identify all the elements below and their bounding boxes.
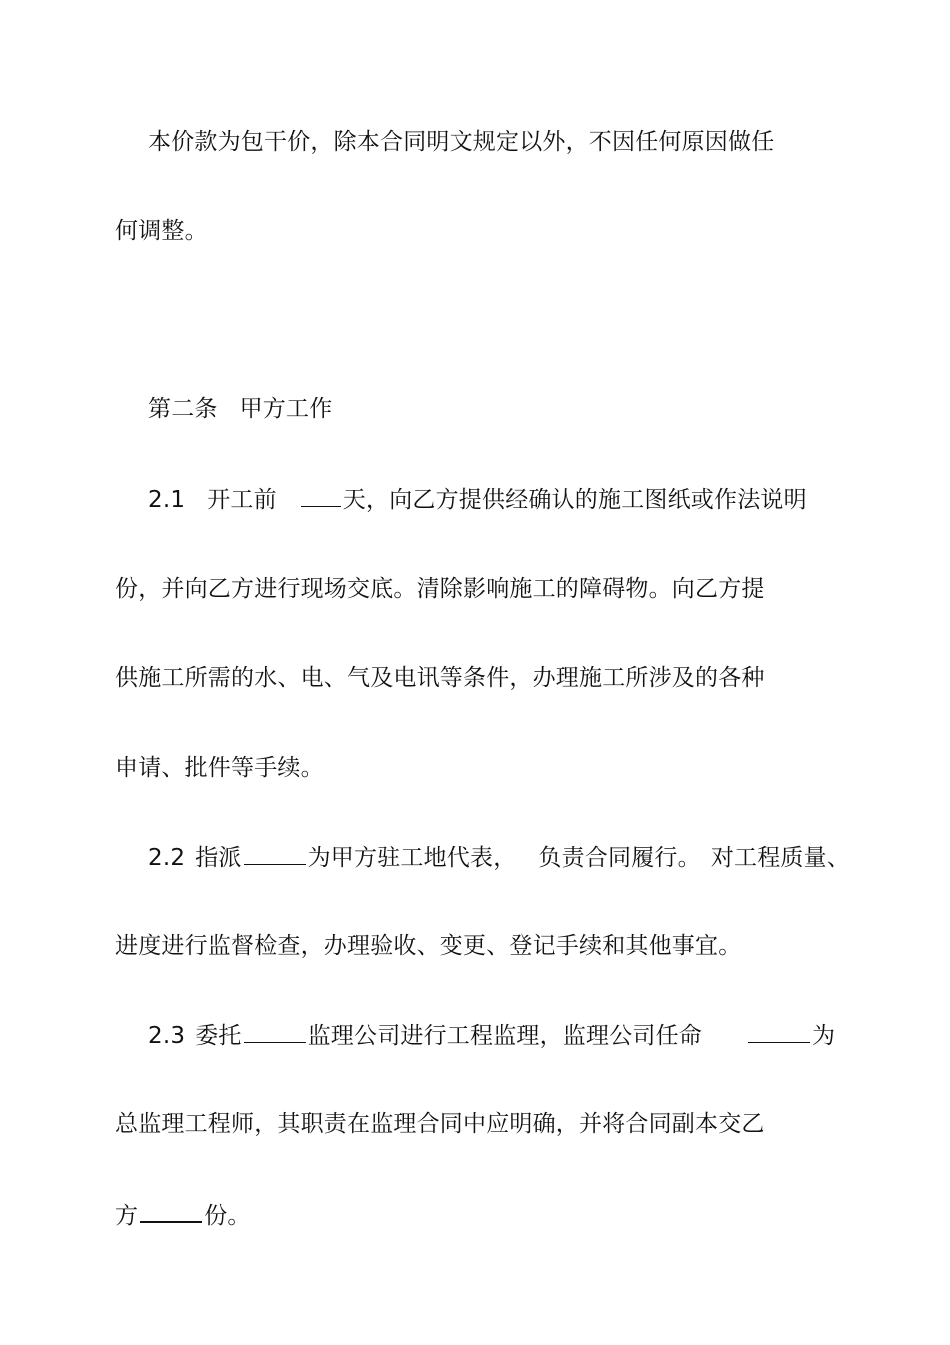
clause-number: 2.2 xyxy=(148,845,186,871)
clause-2-2-line-2: 进度进行监督检查，办理验收、变更、登记手续和其他事宜。 xyxy=(115,933,742,959)
clause-text: 份。 xyxy=(204,1203,251,1229)
clause-number: 2.3 xyxy=(148,1023,186,1049)
clause-2-1-line-3: 供施工所需的水、电、气及电讯等条件，办理施工所涉及的各种 xyxy=(115,665,765,691)
clause-2-1-line-1 xyxy=(148,484,807,515)
fill-in-blank xyxy=(140,1199,202,1223)
clause-text: 为甲方驻工地代表， xyxy=(307,845,517,871)
fill-in-blank xyxy=(244,1020,306,1043)
clause-text: 指派 xyxy=(195,845,242,871)
clause-2-3-line-2: 总监理工程师，其职责在监理合同中应明确，并将合同副本交乙 xyxy=(115,1111,765,1137)
clause-text: 负责合同履行。 xyxy=(538,845,701,871)
clause-text: 天，向乙方提供经确认的施工图纸或作法说明 xyxy=(342,487,807,513)
fill-in-blank xyxy=(301,484,341,507)
article-2-heading xyxy=(148,394,332,424)
fill-in-blank xyxy=(748,1020,810,1043)
article-title: 甲方工作 xyxy=(239,396,333,422)
price-paragraph-line-2: 何调整。 xyxy=(115,218,208,244)
clause-text: 为 xyxy=(812,1023,836,1049)
clause-text: 开工前 xyxy=(207,487,277,513)
clause-2-2-line-1 xyxy=(148,842,850,873)
clause-text: 委托 xyxy=(195,1023,242,1049)
clause-text: 对工程质量、 xyxy=(710,845,851,871)
clause-2-3-line-3 xyxy=(115,1199,251,1231)
clause-number: 2.1 xyxy=(148,487,186,513)
clause-2-1-line-2: 份，并向乙方进行现场交底。清除影响施工的障碍物。向乙方提 xyxy=(115,576,765,602)
clause-2-1-line-4: 申请、批件等手续。 xyxy=(115,755,324,781)
clause-text: 方 xyxy=(115,1203,139,1229)
fill-in-blank xyxy=(244,842,306,865)
clause-text: 监理公司进行工程监理，监理公司任命 xyxy=(307,1023,702,1049)
price-paragraph-line-1: 本价款为包干价，除本合同明文规定以外，不因任何原因做任 xyxy=(148,129,775,155)
article-number: 第二条 xyxy=(148,396,218,422)
clause-2-3-line-1 xyxy=(148,1020,835,1051)
